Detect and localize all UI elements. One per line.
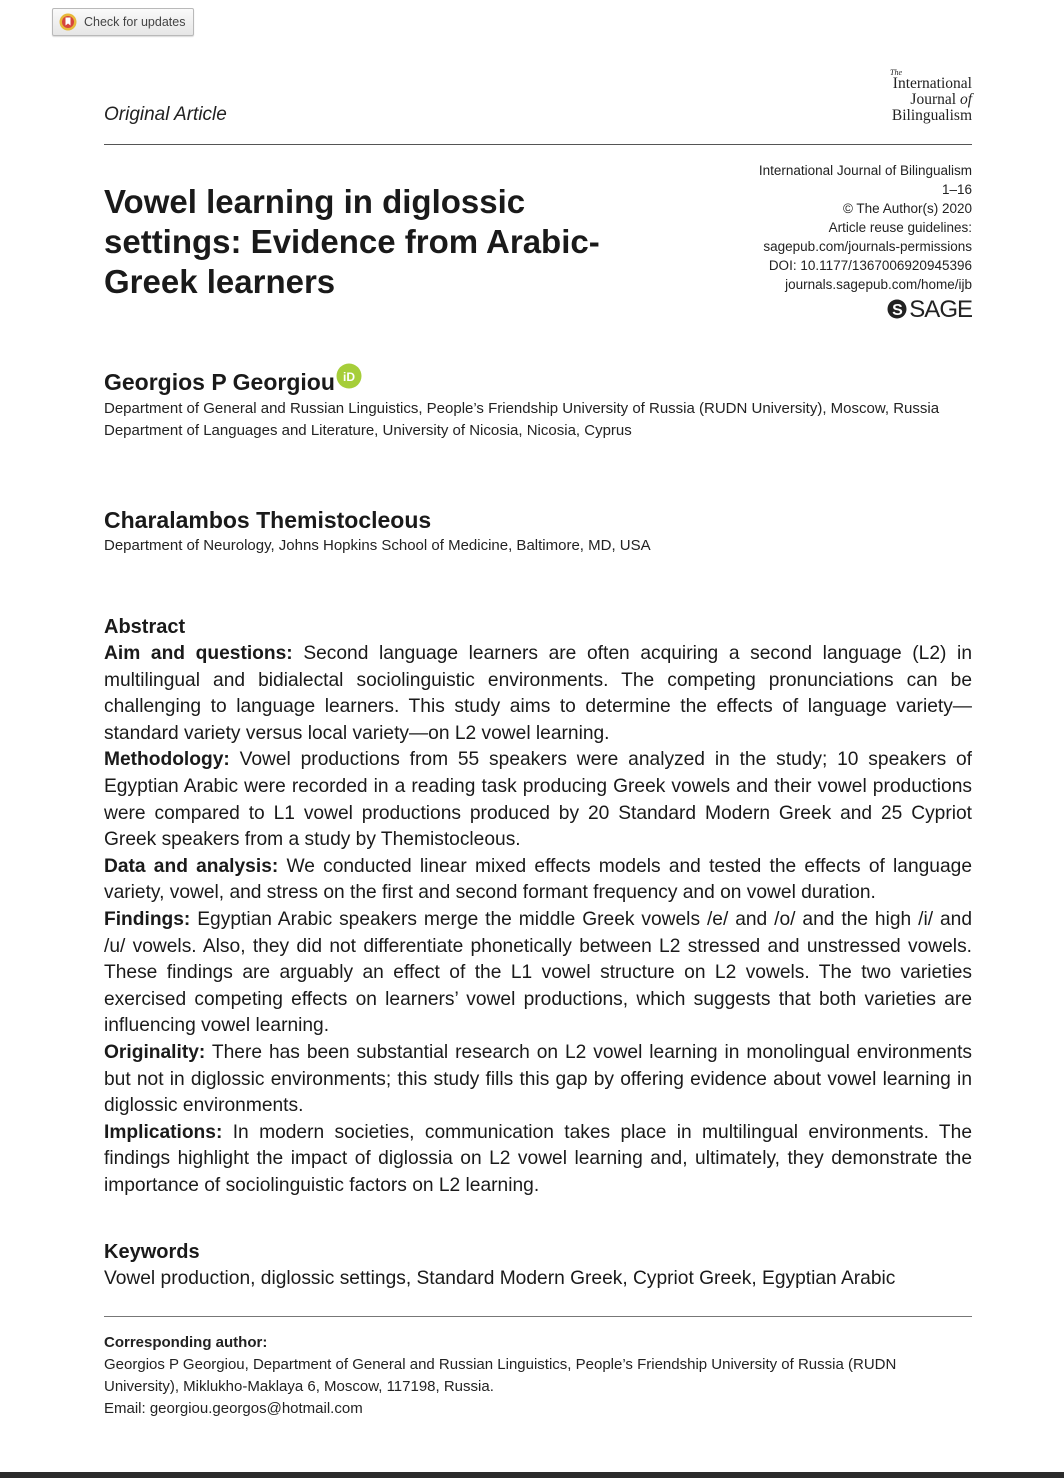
author-affiliation: Department of General and Russian Linguistics, People’s Friendship University of Russia (RUDN University), Moscow, Russia bbox=[104, 400, 940, 417]
abstract-section: Aim and questions: Second language learners are often acquiring a second language (L2) in multilingual and bidialectal sociolinguistic environments. The competing pronunciations can be challenging to language learners. This study aims to determine the effects of language variety—standard variety versus local variety—on L2 vowel learning. bbox=[104, 643, 972, 744]
crossmark-icon bbox=[59, 13, 77, 31]
doi[interactable]: DOI: 10.1177/1367006920945396 bbox=[768, 258, 972, 273]
keywords-list: Vowel production, diglossic settings, Standard Modern Greek, Cypriot Greek, Egyptian Arabic bbox=[104, 1268, 896, 1289]
abstract bbox=[104, 614, 972, 1199]
reuse-link[interactable]: sagepub.com/journals-permissions bbox=[763, 239, 972, 254]
check-for-updates-label: Check for updates bbox=[84, 15, 186, 29]
author-name: Charalambos Themistocleous bbox=[104, 507, 432, 533]
corresponding-author bbox=[104, 1332, 974, 1420]
abstract-heading: Abstract bbox=[104, 616, 186, 638]
abstract-section: Methodology: Vowel productions from 55 speakers were analyzed in the study; 10 speakers of Egyptian Arabic were recorded in a reading task producing Greek vowels and their vowel productions were compared to L1 vowel productions produced by 20 Standard Modern Greek and 25 Cypriot Greek speakers from a study by Themistocleous. bbox=[104, 749, 972, 851]
abstract-section: Originality: There has been substantial research on L2 vowel learning in monolingual environments but not in diglossic environments; this study fills this gap by offering evidence about vowel learning in diglossic environments. bbox=[104, 1041, 972, 1117]
abstract-section: Data and analysis: We conducted linear mixed effects models and tested the effects of language variety, vowel, and stress on the first and second formant frequency and on vowel duration. bbox=[104, 855, 972, 904]
keywords-heading: Keywords bbox=[104, 1241, 200, 1263]
journal-name: International Journal of Bilingualism bbox=[758, 163, 972, 178]
author-name: Georgios P Georgiou bbox=[104, 369, 335, 395]
corresponding-email[interactable]: Email: georgiou.georgos@hotmail.com bbox=[104, 1400, 363, 1417]
author-affiliation: Department of Neurology, Johns Hopkins School of Medicine, Baltimore, MD, USA bbox=[104, 537, 651, 554]
paper-title: Vowel learning in diglossic settings: Evidence from Arabic-Greek learners bbox=[104, 183, 600, 300]
sage-logo: S SAGE bbox=[759, 298, 972, 320]
abstract-section: Findings: Egyptian Arabic speakers merge the middle Greek vowels /e/ and /o/ and the high /i/ and /u/ vowels. Also, they did not differentiate phonetically between L2 stressed and unstressed vowels. These findings are arguably an effect of the L1 vowel structure on L2 vowels. The two varieties exercised competing effects on learners’ vowel productions, which suggests that both varieties are influencing vowel learning. bbox=[104, 908, 972, 1037]
svg-text:S: S bbox=[892, 302, 903, 319]
page-bottom-edge bbox=[0, 1472, 1064, 1478]
orcid-icon[interactable] bbox=[336, 363, 362, 389]
svg-text:iD: iD bbox=[342, 369, 355, 384]
corresponding-heading: Corresponding author: bbox=[104, 1334, 268, 1351]
footnote-divider bbox=[104, 1316, 972, 1317]
author-block bbox=[104, 507, 651, 557]
journal-logo: The International Journal of Bilingualism bbox=[890, 68, 972, 124]
abstract-section: Implications: In modern societies, communication takes place in multilingual environments. The findings highlight the impact of diglossia on L2 vowel learning and, ultimately, they demonstrate the importance of sociolinguistic factors on L2 learning. bbox=[104, 1121, 972, 1196]
check-for-updates-button[interactable] bbox=[52, 8, 194, 36]
author-block bbox=[104, 369, 939, 442]
corresponding-address: Georgios P Georgiou, Department of General and Russian Linguistics, People’s Friendship University of Russia (RUDN University), Miklukho-Maklaya 6, Moscow, 117198, Russia. bbox=[104, 1356, 897, 1395]
sage-s-icon bbox=[887, 298, 907, 320]
publication-meta bbox=[758, 161, 972, 323]
reuse-guidelines: Article reuse guidelines: bbox=[828, 220, 972, 235]
page-range: 1–16 bbox=[941, 182, 972, 197]
header-divider bbox=[104, 144, 972, 145]
author-affiliation: Department of Languages and Literature, University of Nicosia, Nicosia, Cyprus bbox=[104, 422, 632, 439]
copyright: © The Author(s) 2020 bbox=[842, 201, 972, 216]
journal-homepage-link[interactable]: journals.sagepub.com/home/ijb bbox=[785, 277, 972, 292]
keywords bbox=[104, 1239, 972, 1292]
article-type: Original Article bbox=[104, 104, 227, 125]
